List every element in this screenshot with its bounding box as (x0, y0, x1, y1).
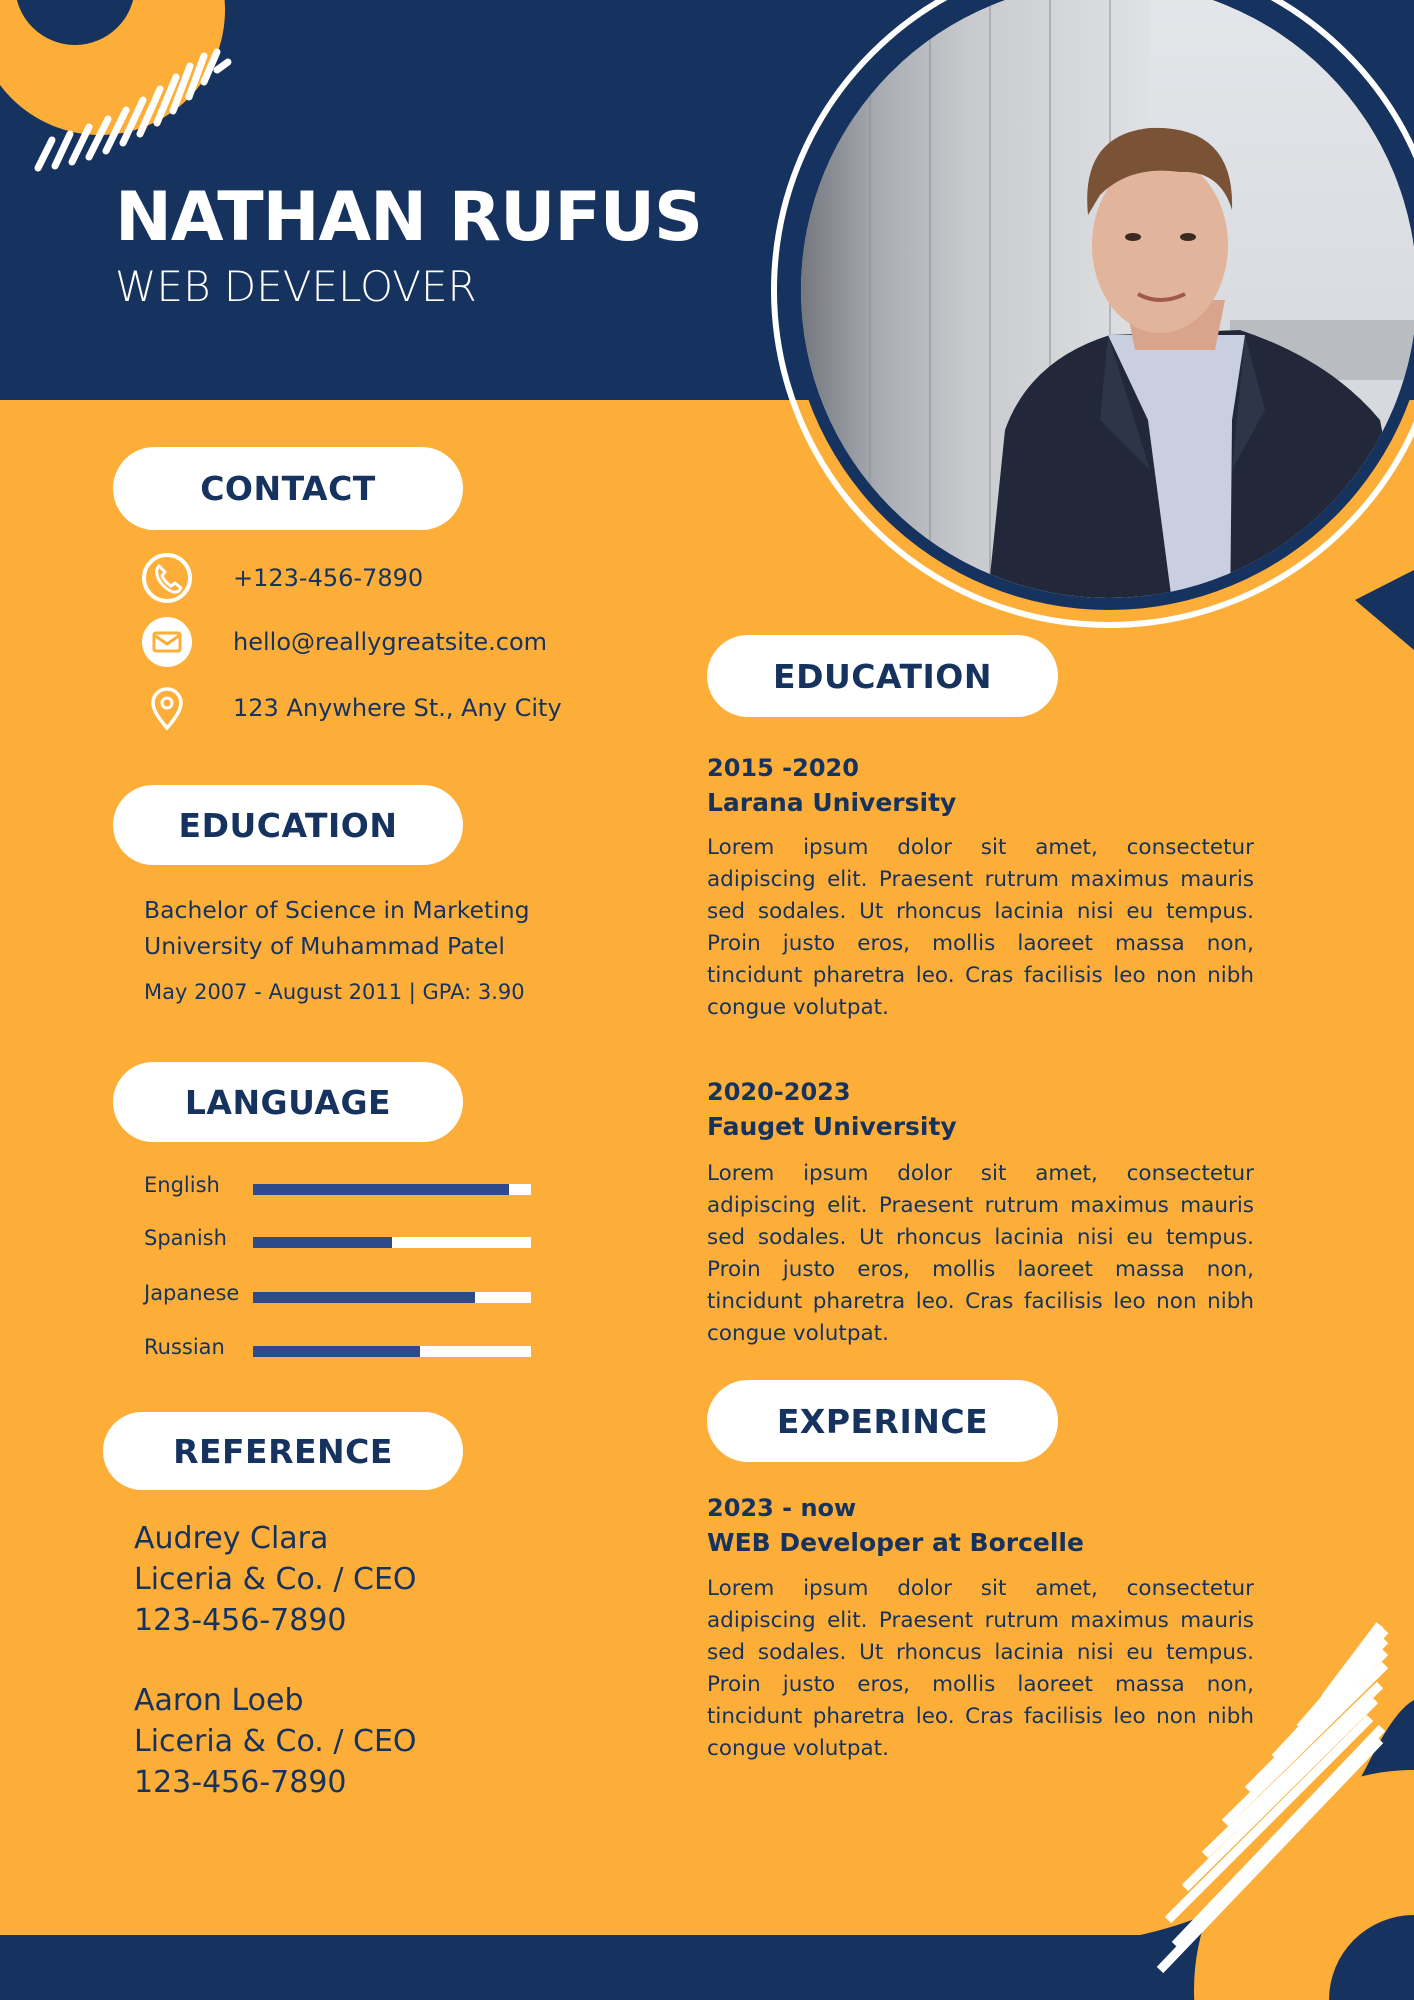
language-row (144, 1226, 534, 1256)
language-name: Russian (144, 1335, 225, 1359)
phone-icon (140, 551, 194, 605)
language-heading (113, 1062, 463, 1142)
contact-address-row (140, 681, 562, 735)
education-left-heading-label: EDUCATION (178, 805, 398, 845)
mail-icon (140, 615, 194, 669)
education-right-heading (707, 635, 1058, 717)
contact-phone-row (140, 551, 424, 605)
language-level-track (253, 1237, 531, 1248)
experience-heading (707, 1380, 1058, 1462)
language-row (144, 1281, 534, 1311)
reference-heading (103, 1412, 463, 1490)
reference-2-phone: 123-456-7890 (134, 1765, 347, 1800)
education-entry-2-years: 2020-2023 (707, 1078, 851, 1106)
person-name: NATHAN RUFUS (115, 178, 702, 257)
language-level-fill (253, 1184, 509, 1195)
language-name: English (144, 1173, 220, 1197)
contact-address: 123 Anywhere St., Any City (233, 694, 562, 722)
reference-2-company: Liceria & Co. / CEO (134, 1724, 417, 1759)
language-name: Spanish (144, 1226, 227, 1250)
reference-2-name: Aaron Loeb (134, 1683, 304, 1718)
contact-email-row (140, 615, 548, 669)
language-name: Japanese (144, 1281, 240, 1305)
experience-heading-label: EXPERINCE (776, 1401, 989, 1441)
education-school: University of Muhammad Patel (144, 932, 505, 960)
experience-entry-1-body: Lorem ipsum dolor sit amet, consectetur adipiscing elit. Praesent rutrum maximus mauris sed sodales. Ut rhoncus lacinia nisi eu tempus. Proin justo eros, mollis laoreet massa non, tincidunt pharetra leo. Cras facilisis leo non nibh congue volutpat. (707, 1576, 1254, 1761)
reference-1-name: Audrey Clara (134, 1521, 329, 1556)
reference-2 (134, 1680, 417, 1803)
reference-1-company: Liceria & Co. / CEO (134, 1562, 417, 1597)
language-level-track (253, 1292, 531, 1303)
language-heading-label: LANGUAGE (184, 1082, 392, 1122)
deco-navy-sliver (1355, 570, 1414, 650)
language-level-track (253, 1184, 531, 1195)
job-title: WEB DEVELOVER (115, 262, 477, 311)
education-entry-1-years: 2015 -2020 (707, 754, 859, 782)
education-entry-2-school: Fauget University (707, 1112, 957, 1141)
reference-1 (134, 1518, 417, 1641)
language-row (144, 1173, 534, 1203)
language-level-fill (253, 1346, 420, 1357)
reference-1-phone: 123-456-7890 (134, 1603, 347, 1638)
language-level-fill (253, 1292, 475, 1303)
contact-heading-label: CONTACT (200, 469, 376, 508)
education-entry-1-body: Lorem ipsum dolor sit amet, consectetur adipiscing elit. Praesent rutrum maximus mauris sed sodales. Ut rhoncus lacinia nisi eu tempus. Proin justo eros, mollis laoreet massa non, tincidunt pharetra leo. Cras facilisis leo non nibh congue volutpat. (707, 835, 1254, 1020)
education-entry-1-school: Larana University (707, 788, 957, 817)
reference-heading-label: REFERENCE (173, 1431, 393, 1471)
contact-phone[interactable]: +123-456-7890 (233, 564, 424, 592)
language-level-track (253, 1346, 531, 1357)
education-dates: May 2007 - August 2011 | GPA: 3.90 (144, 980, 525, 1004)
language-row (144, 1335, 534, 1365)
contact-heading (113, 447, 463, 530)
profile-photo (790, 0, 1414, 625)
education-left-heading (113, 785, 463, 865)
language-level-fill (253, 1237, 392, 1248)
experience-entry-1-years: 2023 - now (707, 1494, 857, 1522)
education-entry-2-body: Lorem ipsum dolor sit amet, consectetur adipiscing elit. Praesent rutrum maximus mauris sed sodales. Ut rhoncus lacinia nisi eu tempus. Proin justo eros, mollis laoreet massa non, tincidunt pharetra leo. Cras facilisis leo non nibh congue volutpat. (707, 1161, 1254, 1346)
location-pin-icon (140, 681, 194, 735)
education-right-heading-label: EDUCATION (773, 656, 992, 696)
contact-email[interactable]: hello@reallygreatsite.com (233, 628, 548, 656)
education-degree: Bachelor of Science in Marketing (144, 896, 530, 924)
experience-entry-1-role: WEB Developer at Borcelle (707, 1528, 1084, 1557)
